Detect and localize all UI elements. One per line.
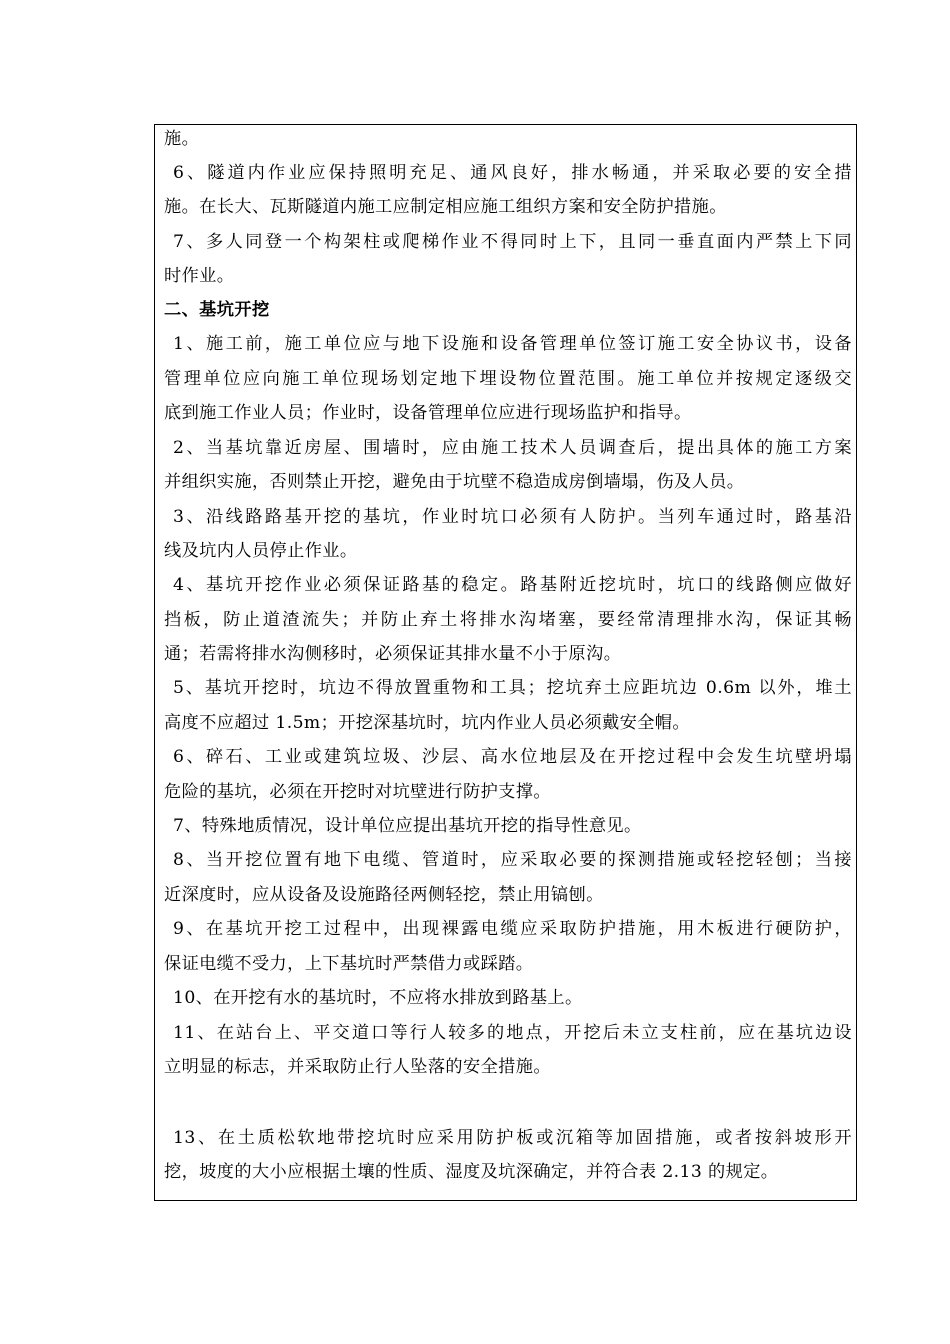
text-line: 施。在长大、瓦斯隧道内施工应制定相应施工组织方案和安全防护措施。 xyxy=(164,197,727,217)
text-line: 通；若需将排水沟侧移时，必须保证其排水量不小于原沟。 xyxy=(164,644,622,664)
text-line: 10、在开挖有水的基坑时，不应将水排放到路基上。 xyxy=(173,988,583,1008)
text-line: 2、当基坑靠近房屋、围墙时，应由施工技术人员调查后，提出具体的施工方案 xyxy=(173,438,852,458)
text-line: 4、基坑开挖作业必须保证路基的稳定。路基附近挖坑时，坑口的线路侧应做好 xyxy=(173,575,852,595)
text-line: 保证电缆不受力，上下基坑时严禁借力或踩踏。 xyxy=(164,954,534,974)
text-line: 6、碎石、工业或建筑垃圾、沙层、高水位地层及在开挖过程中会发生坑壁坍塌 xyxy=(173,747,852,767)
text-line: 7、多人同登一个构架柱或爬梯作业不得同时上下，且同一垂直面内严禁上下同 xyxy=(173,232,852,252)
section-heading: 二、基坑开挖 xyxy=(164,300,270,320)
document-table-cell xyxy=(154,124,857,1201)
text-line: 施。 xyxy=(164,129,200,149)
text-line: 6、隧道内作业应保持照明充足、通风良好，排水畅通，并采取必要的安全措 xyxy=(173,163,852,183)
text-line: 1、施工前，施工单位应与地下设施和设备管理单位签订施工安全协议书，设备 xyxy=(173,334,852,354)
text-line: 5、基坑开挖时，坑边不得放置重物和工具；挖坑弃土应距坑边 0.6m 以外，堆土 xyxy=(173,678,852,698)
text-line: 9、在基坑开挖工过程中，出现裸露电缆应采取防护措施，用木板进行硬防护， xyxy=(173,919,852,939)
text-line: 3、沿线路路基开挖的基坑，作业时坑口必须有人防护。当列车通过时，路基沿 xyxy=(173,507,852,527)
text-line: 挡板，防止道渣流失；并防止弃土将排水沟堵塞，要经常清理排水沟，保证其畅 xyxy=(164,610,852,630)
text-line: 管理单位应向施工单位现场划定地下埋设物位置范围。施工单位并按规定逐级交 xyxy=(164,369,852,389)
text-line: 7、特殊地质情况，设计单位应提出基坑开挖的指导性意见。 xyxy=(173,816,642,836)
text-line: 8、当开挖位置有地下电缆、管道时，应采取必要的探测措施或轻挖轻刨；当接 xyxy=(173,850,852,870)
text-line: 底到施工作业人员；作业时，设备管理单位应进行现场监护和指导。 xyxy=(164,403,692,423)
text-line: 危险的基坑，必须在开挖时对坑壁进行防护支撑。 xyxy=(164,782,551,802)
text-line: 并组织实施，否则禁止开挖，避免由于坑壁不稳造成房倒墙塌，伤及人员。 xyxy=(164,472,745,492)
text-line: 时作业。 xyxy=(164,266,235,286)
text-line: 高度不应超过 1.5m；开挖深基坑时，坑内作业人员必须戴安全帽。 xyxy=(164,713,690,733)
text-line: 线及坑内人员停止作业。 xyxy=(164,541,358,561)
text-line: 挖，坡度的大小应根据土壤的性质、湿度及坑深确定，并符合表 2.13 的规定。 xyxy=(164,1162,779,1182)
text-line: 11、在站台上、平交道口等行人较多的地点，开挖后未立支柱前，应在基坑边设 xyxy=(173,1023,852,1043)
text-line: 13、在土质松软地带挖坑时应采用防护板或沉箱等加固措施，或者按斜坡形开 xyxy=(173,1128,852,1148)
text-line: 立明显的标志，并采取防止行人坠落的安全措施。 xyxy=(164,1057,551,1077)
text-line: 近深度时，应从设备及设施路径两侧轻挖，禁止用镐刨。 xyxy=(164,885,604,905)
